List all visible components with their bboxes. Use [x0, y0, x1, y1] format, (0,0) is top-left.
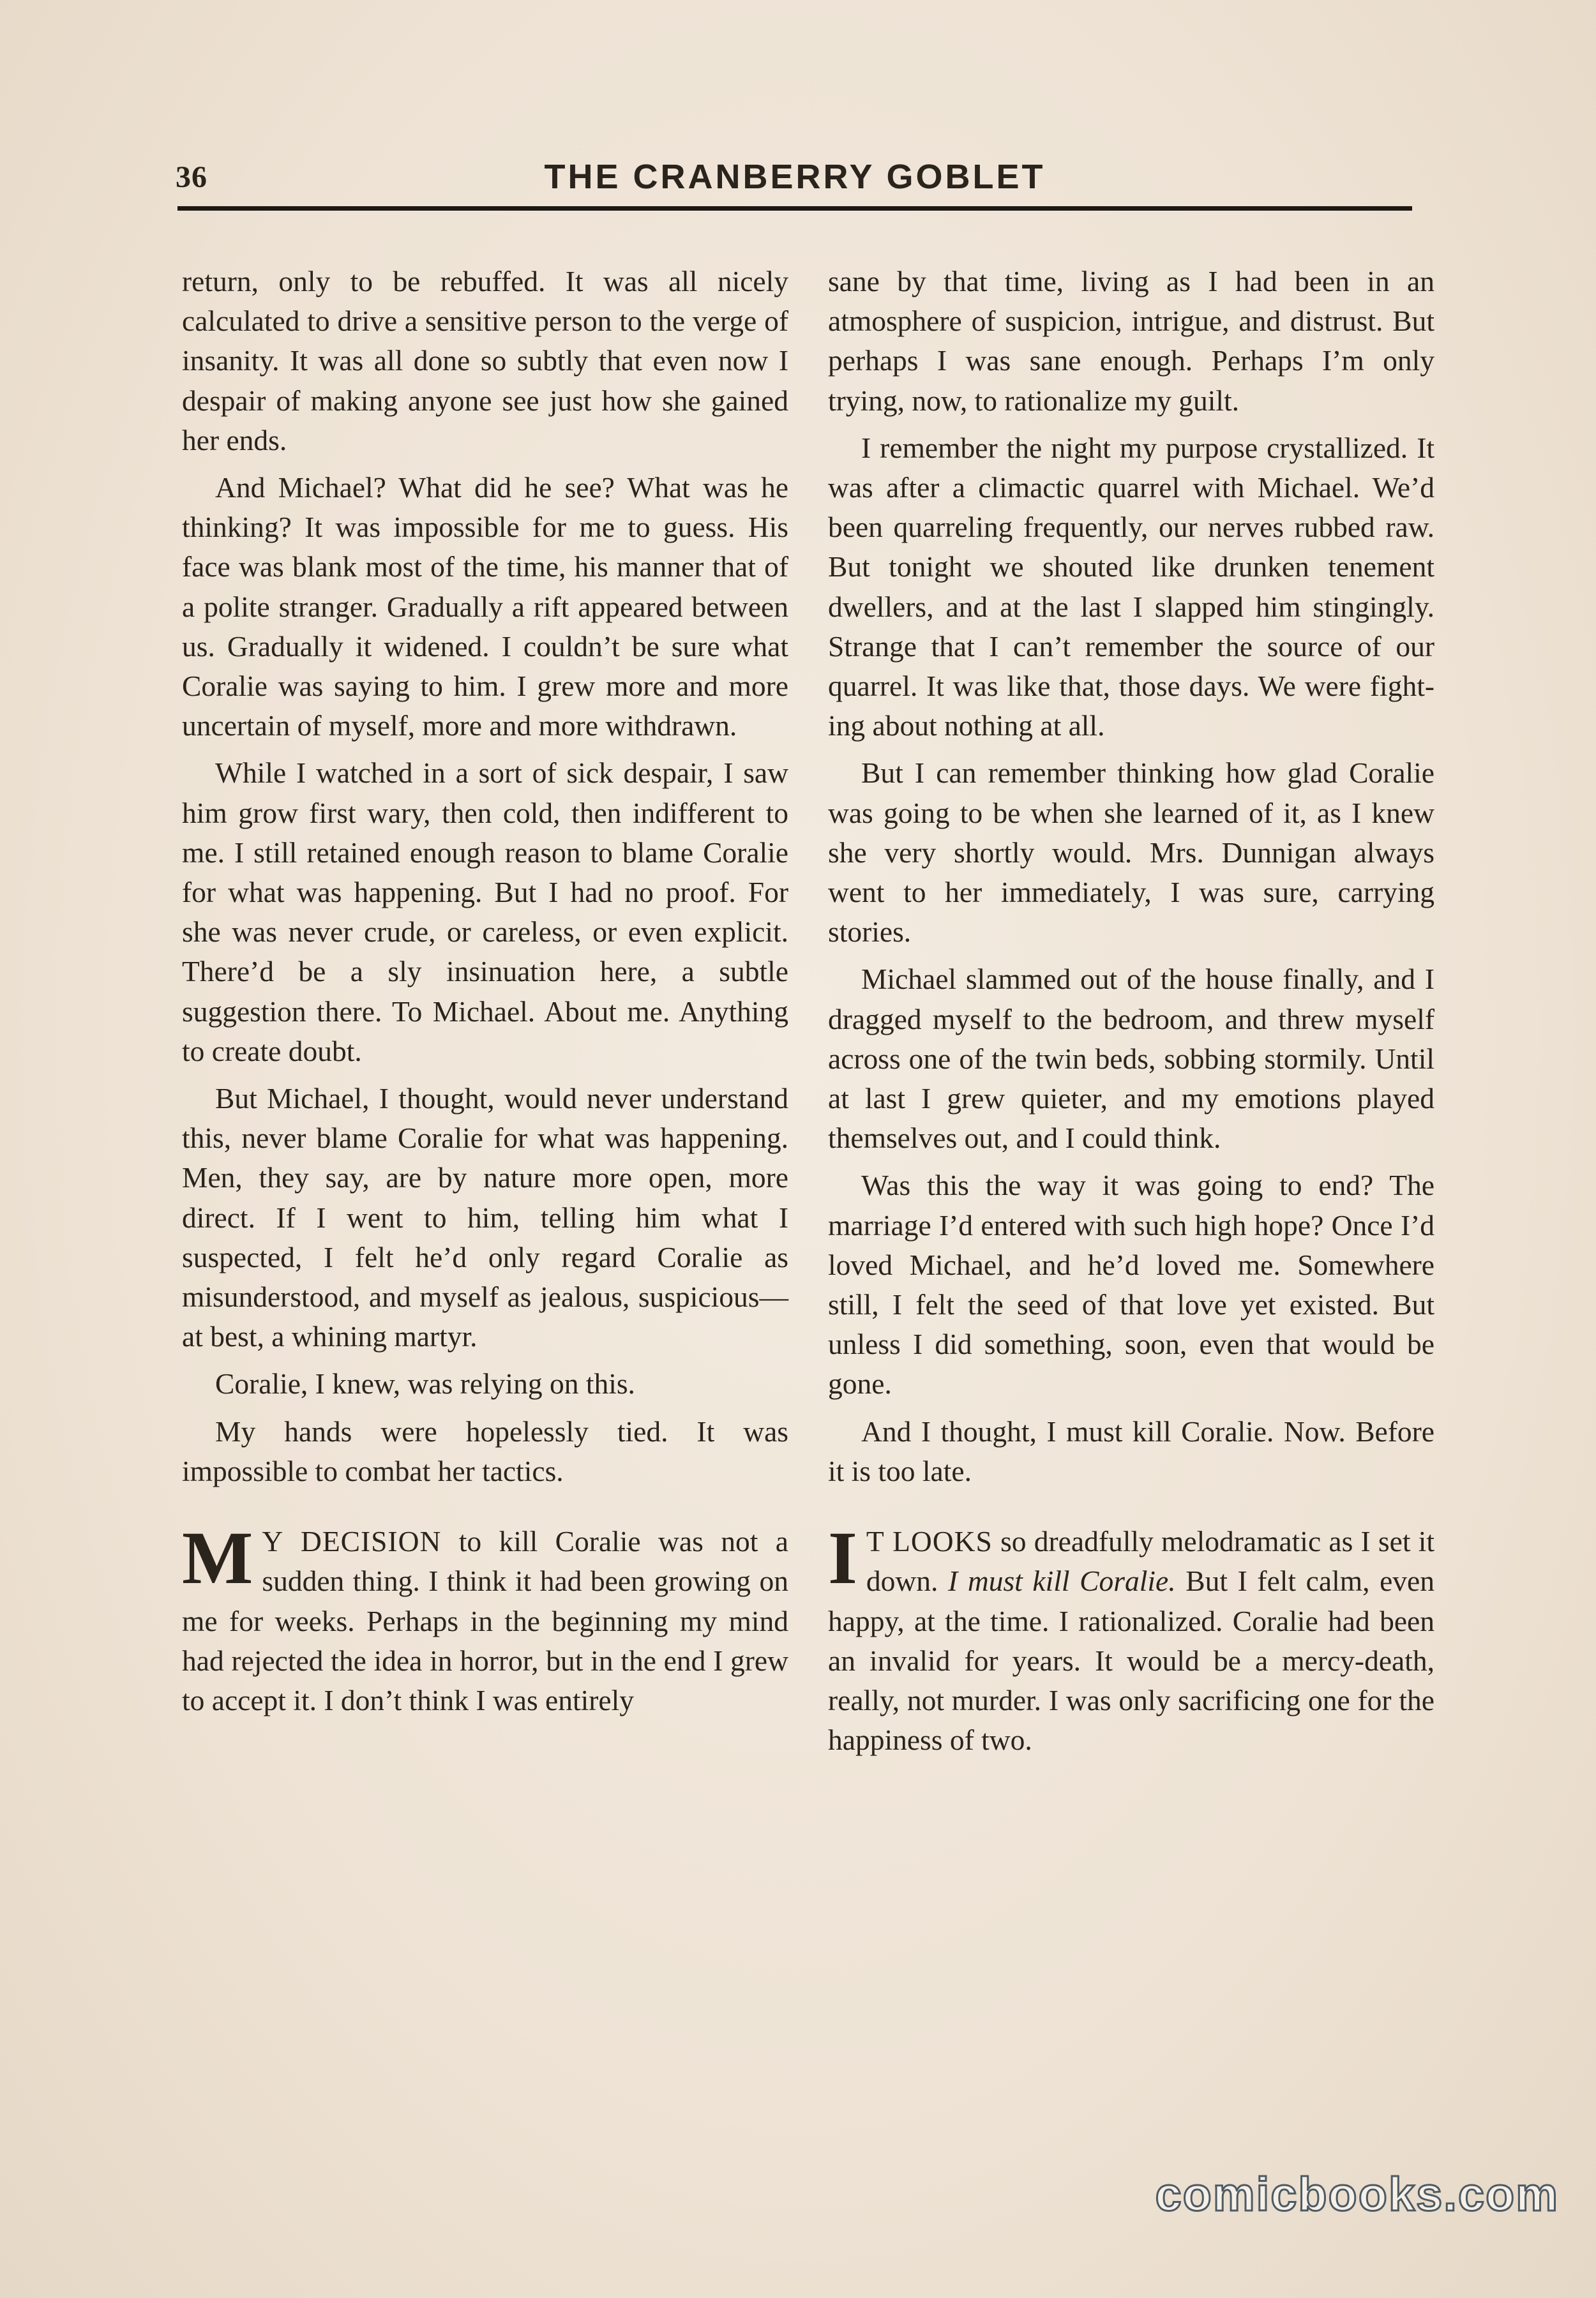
paragraph-text: to kill Coralie was not a sudden thing. I think it had been growing on me for weeks. Perhaps in the beginning my mind had rejected the idea in horror, but in the end I grew to accept it. I don’t think I was entirely	[182, 1525, 788, 1716]
watermark: comicbooks.com	[1155, 2168, 1559, 2221]
paragraph: And I thought, I must kill Coralie. Now. Before it is too late.	[828, 1415, 1434, 1487]
running-title: THE CRANBERRY GOBLET	[544, 158, 1046, 196]
right-column	[828, 262, 1434, 1768]
paragraph: But Michael, I thought, would never understand this, never blame Coralie for what was happening. Men, they say, are by nature more open, more direct. If I went to him, telling him what I suspected, I felt he’d only regard Coralie as misunderstood, and myself as jealous, suspicious—at best, a whining martyr.	[182, 1082, 788, 1353]
drop-cap: I	[828, 1516, 857, 1600]
paragraph: sane by that time, living as I had been in an atmosphere of suspicion, intrigue, and distrust. But perhaps I was sane enough. Perhaps I’m only trying, now, to rationalize my guilt.	[828, 265, 1434, 417]
paragraph: Michael slammed out of the house finally, and I dragged myself to the bedroom, and threw myself across one of the twin beds, sobbing stormily. Until at last I grew quieter, and my emotions played themselves out, and I could think.	[828, 963, 1434, 1155]
paragraph: Was this the way it was going to end? The marriage I’d entered with such high hope? Once I’d loved Michael, and he’d loved me. Somewhere still, I felt the seed of that love yet existed. But unless I did something, soon, even that would be gone.	[828, 1169, 1434, 1401]
italic-phrase: I must kill Coralie.	[948, 1565, 1176, 1598]
paragraph-text: so dreadfully melodramatic as I set it down.	[866, 1525, 1435, 1598]
paragraph: And Michael? What did he see? What was he thinking? It was impossible for me to guess. His face was blank most of the time, his manner that of a polite stranger. Gradually a rift appeared between us. Gradually it widened. I couldn’t be sure what Coralie was saying to him. I grew more and more uncertain of myself, more and more withdrawn.	[182, 471, 788, 742]
paragraph: return, only to be rebuffed. It was all nicely calculated to drive a sensitive person to the verge of insanity. It was all done so subtly that even now I despair of making anyone see just how she gained her ends.	[182, 265, 788, 456]
paragraph: But I can remember thinking how glad Coralie was going to be when she learned of it, as I knew she very shortly would. Mrs. Dunnigan always went to her immediately, I was sure, carrying stories.	[828, 756, 1434, 949]
section-opening-paragraph	[828, 1516, 1435, 1760]
paragraph: I remember the night my purpose crystallized. It was after a climactic quarrel with Michael. We’d been quarreling frequently, our nerves rubbed raw. But tonight we shouted like drunken tenement dwellers, and at the last I slapped him stingingly. Strange that I can’t remember the source of our quarrel. It was like that, those days. We were fighting about nothing at all.	[828, 431, 1434, 742]
paragraph: While I watched in a sort of sick despair, I saw him grow first wary, then cold, then indifferent to me. I still retained enough reason to blame Coralie for what was happening. But I had no proof. For she was never crude, or careless, or even explicit. There’d be a sly insinuation here, a subtle suggestion there. To Michael. About me. Anything to create doubt.	[182, 756, 788, 1067]
left-column	[182, 262, 788, 1728]
paragraph: Coralie, I knew, was relying on this.	[215, 1367, 635, 1401]
lead-in: T LOOKS	[866, 1525, 993, 1558]
paragraph: My hands were hopelessly tied. It was impossible to combat her tactics.	[182, 1415, 788, 1487]
drop-cap: M	[182, 1516, 253, 1600]
page-header	[176, 157, 1414, 208]
paragraph-text: But I felt calm, even happy, at the time. I rationalized. Coralie had been an invalid for years. It would be a mercy-death, really, not murder. I was only sacrificing one for the happiness of two.	[828, 1565, 1435, 1757]
header-rule	[177, 206, 1412, 211]
page-number: 36	[176, 160, 207, 194]
lead-in: Y DECISION	[262, 1525, 442, 1558]
section-opening-paragraph	[182, 1516, 788, 1720]
